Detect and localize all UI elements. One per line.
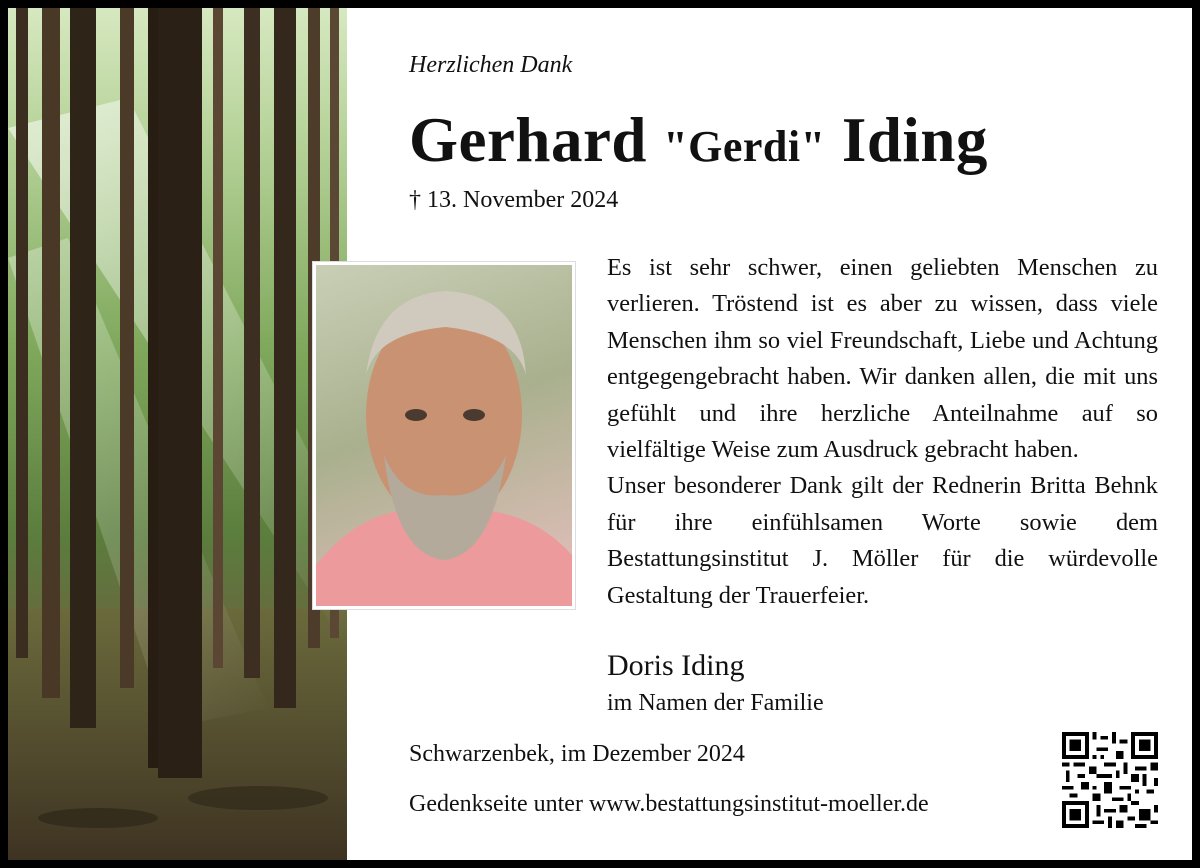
last-name: Iding <box>841 105 988 175</box>
nickname: "Gerdi" <box>663 122 826 171</box>
signature-name: Doris Iding <box>607 649 745 682</box>
memorial-link[interactable]: Gedenkseite unter www.bestattungsinstitut-moeller.de <box>409 791 929 817</box>
message-paragraph: Unser besonderer Dank gilt der Rednerin Britta Behnk für ihre einfühlsamen Worte sowie dem Bestattungsinstitut J. Möller für die würdevolle Gestaltung der Trauerfeier. <box>607 472 1158 609</box>
forest-photo <box>8 8 347 860</box>
death-date: † 13. November 2024 <box>409 187 619 213</box>
first-name: Gerhard <box>409 105 647 175</box>
obituary-card <box>8 8 1192 860</box>
thank-you-heading: Herzlichen Dank <box>409 52 573 78</box>
qr-code-image[interactable] <box>1062 732 1158 828</box>
qr-code[interactable] <box>1062 732 1158 828</box>
forest-illustration <box>8 8 347 860</box>
portrait-photo <box>313 262 575 609</box>
portrait-illustration <box>316 265 572 606</box>
deceased-name <box>409 104 988 177</box>
signature-subtitle: im Namen der Familie <box>607 690 824 716</box>
message-body <box>607 250 1158 614</box>
message-paragraph: Es ist sehr schwer, einen geliebten Menschen zu verlieren. Tröstend ist es aber zu wissen, dass viele Menschen ihm so viel Freundschaft, Liebe und Achtung entgegengebracht haben. Wir danken allen, die mit uns gefühlt und ihre herzliche Anteilnahme auf so vielfältige Weise zum Ausdruck gebracht haben. <box>607 254 1158 464</box>
place-date: Schwarzenbek, im Dezember 2024 <box>409 741 745 767</box>
